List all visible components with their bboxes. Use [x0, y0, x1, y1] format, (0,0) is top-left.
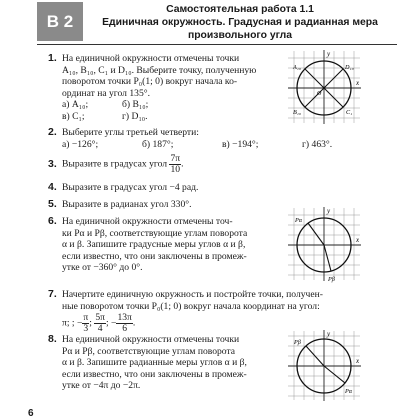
point-label: Pα [295, 217, 303, 224]
page-header [0, 0, 420, 44]
problem-line: если известно, что они заключены в промеж- [62, 250, 247, 262]
problem-line: Начертите единичную окружность и постройте точки, получен- [62, 289, 323, 300]
problem-line: α и β. Запишите градусные меры углов α и β, [62, 239, 246, 251]
axis-label-y: y [327, 207, 331, 215]
point-label: C₁ [346, 109, 353, 116]
fraction-numerator: 13π [117, 312, 132, 324]
problem-2 [48, 126, 382, 150]
problem-line: поворотом точки P₀(1; 0) вокруг начала ко- [62, 76, 238, 88]
answer-options [62, 111, 282, 123]
problem-text: Выразите в градусах угол −4 рад. [62, 182, 199, 193]
problem-line: ные поворотом точки P₀(1; 0) вокруг начала координат на угол: [62, 300, 320, 312]
problem-line: α и β. Запишите радианные меры углов α и β, [62, 357, 247, 369]
fraction [94, 313, 106, 334]
problem-number: 3. [48, 158, 57, 170]
separator: ; − [105, 317, 117, 329]
fraction-numerator: 5π [95, 312, 105, 324]
option-a: а) −126°; [62, 138, 99, 150]
fraction-numerator: π [83, 312, 89, 324]
unit-circle-figure-6 [285, 205, 363, 283]
fraction-denominator: 4 [97, 323, 103, 335]
fraction [116, 313, 132, 334]
unit-circle-figure-8 [285, 328, 363, 402]
problem-text: Выразите в градусах угол [62, 158, 168, 170]
separator: . [132, 317, 136, 329]
problem-line: На единичной окружности отмечены точ- [62, 216, 233, 227]
axis-label-y: y [327, 330, 331, 338]
problem-number: 7. [48, 288, 57, 300]
header-divider [37, 44, 397, 45]
problem-line: утке от −360° до 0°. [62, 262, 143, 274]
problem-number: 5. [48, 198, 57, 210]
problem-8 [48, 333, 280, 392]
point-label: A₁₀ [293, 64, 302, 71]
problem-line: На единичной окружности отмечены точки [62, 53, 240, 64]
angle-pi: π; [62, 317, 70, 329]
fraction-denominator: 10 [170, 164, 181, 175]
problem-line: ки Pα и Pβ, соответствующие углам поворота [62, 227, 248, 239]
answer-options [62, 99, 282, 111]
problem-number: 2. [48, 126, 57, 138]
option-c: в) C₁; [62, 110, 85, 122]
problem-line: если известно, что они заключены в промеж- [62, 368, 247, 380]
problem-line: Выберите углы третьей четверти: [62, 127, 199, 138]
problem-3 [48, 153, 362, 175]
answer-options [62, 139, 382, 151]
option-b: б) B₁₀; [122, 99, 149, 111]
point-label: Pβ [294, 339, 301, 346]
origin-label: O [317, 91, 322, 97]
problem-number: 8. [48, 333, 57, 345]
problem-text: Выразите в радианах угол 330°. [62, 199, 192, 210]
problem-number: 1. [48, 52, 57, 64]
axis-label-x: x [356, 79, 360, 87]
separator: ; [89, 317, 95, 329]
option-a: а) A₁₀; [62, 99, 89, 111]
title-line-3: произвольного угла [187, 30, 293, 41]
fraction-numerator: 7π [170, 153, 181, 164]
problem-number: 6. [48, 215, 57, 227]
problem-number: 4. [48, 181, 57, 193]
axis-label-x: x [356, 236, 360, 244]
unit-circle-figure-1 [285, 48, 363, 126]
option-d: г) 463°. [302, 138, 333, 150]
title-line-2: Единичная окружность. Градусная и радианная мера [102, 17, 378, 28]
title-line-1: Самостоятельная работа 1.1 [166, 4, 314, 15]
option-d: г) D₁₀. [122, 110, 148, 122]
problem-line: ординат на угол 135°. [62, 87, 150, 99]
axis-label-x: x [356, 357, 360, 365]
problem-line: На единичной окружности отмечены точки [62, 334, 240, 345]
page-title [90, 3, 390, 42]
problem-4 [48, 181, 362, 194]
problem-line: Pα и Pβ, соответствующие углам поворота [62, 345, 236, 357]
separator: ; − [71, 317, 83, 329]
fraction-denominator: 6 [122, 323, 128, 335]
point-label: Pα [345, 388, 353, 395]
point-label: Pβ [328, 276, 335, 283]
problem-line: A₁₀, B₁₀, C₁ и D₁₀. Выберите точку, полученную [62, 64, 257, 76]
point-label: D₁₀ [345, 64, 354, 71]
problem-text: . [181, 158, 184, 170]
axis-label-y: y [327, 50, 331, 58]
page-number: 6 [28, 408, 34, 419]
variant-badge: В 2 [37, 2, 83, 41]
option-c: в) −194°; [222, 138, 259, 150]
problem-6 [48, 215, 280, 274]
fraction-denominator: 3 [83, 323, 89, 335]
point-label: B₁₀ [293, 109, 302, 116]
option-b: б) 187°; [142, 138, 174, 150]
fraction [169, 153, 184, 175]
problem-1 [48, 52, 282, 123]
problem-line: утке от −4π до −2π. [62, 380, 141, 392]
